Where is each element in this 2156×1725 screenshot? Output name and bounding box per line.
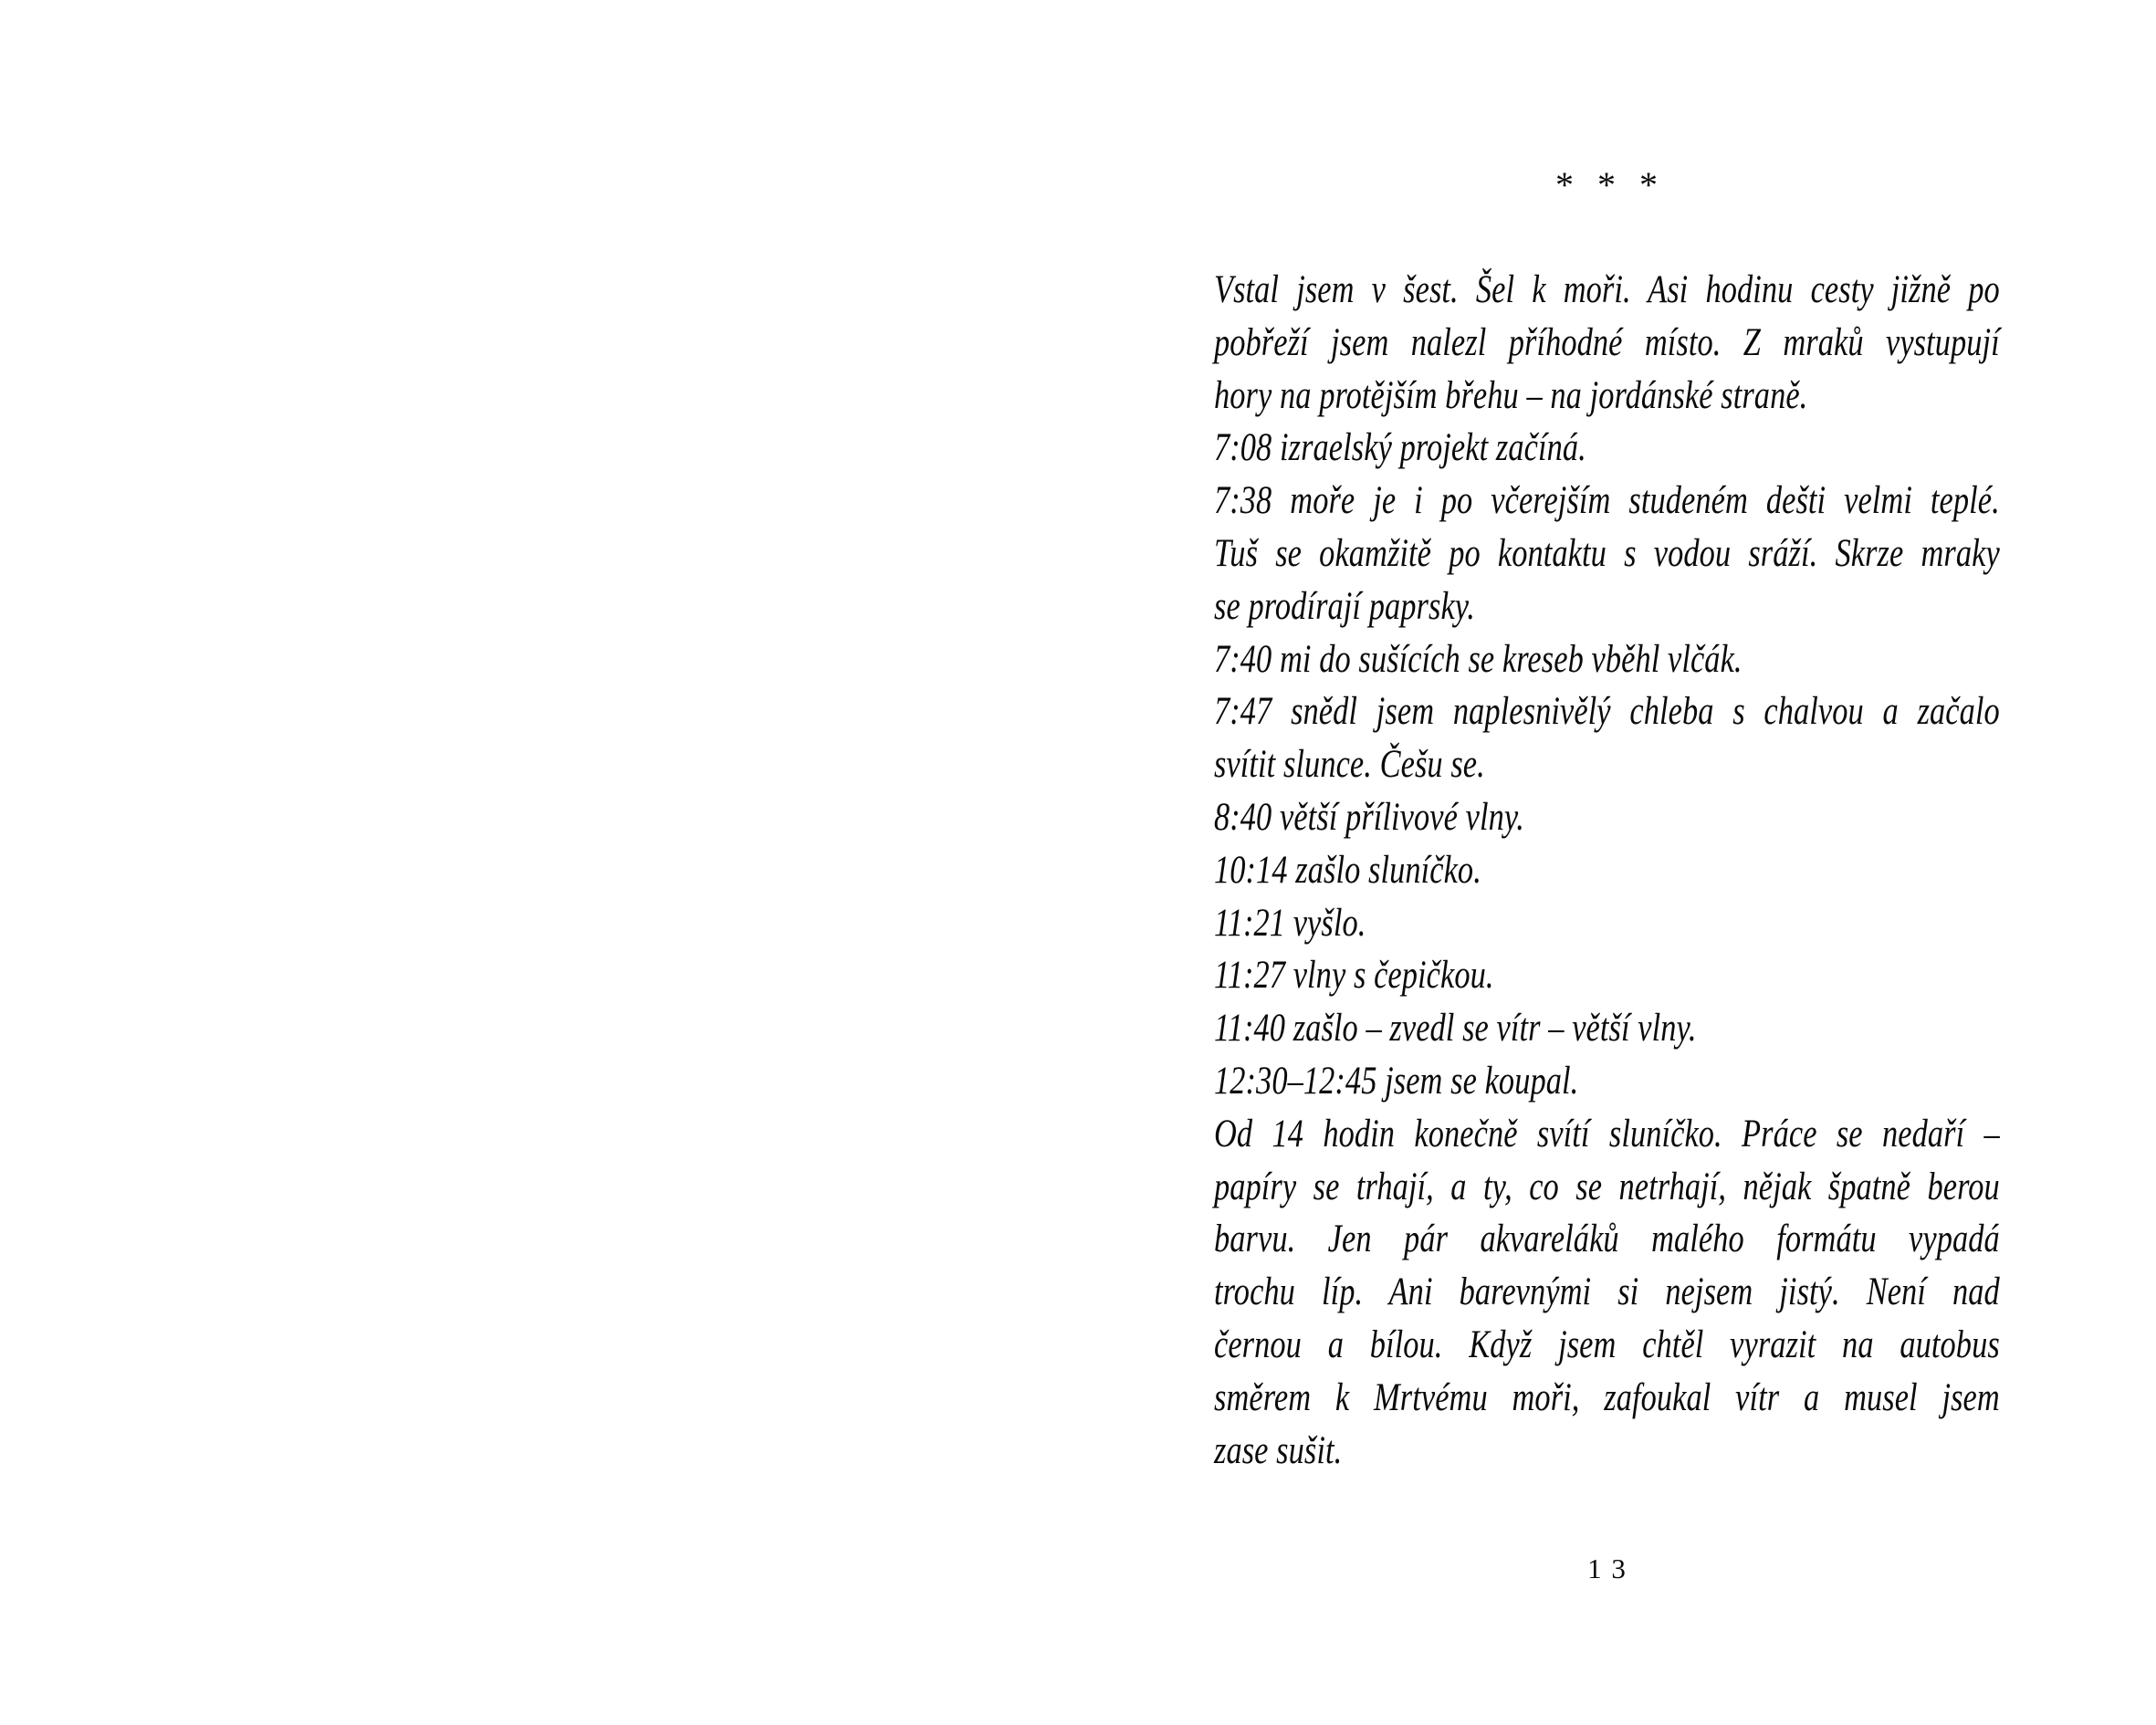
text-line: Od 14 hodin konečně svítí sluníčko. Práce se nedaří – [1214, 1112, 2000, 1155]
text-line: 12:30–12:45 jsem se koupal. [1214, 1059, 1579, 1103]
section-separator [1214, 164, 1999, 205]
diary-text-block [1214, 264, 2000, 1477]
asterisk-icon: * [1597, 164, 1616, 205]
text-line: 7:47 snědl jsem naplesnivělý chleba s chalvou a začalo [1214, 690, 2000, 734]
text-line: barvu. Jen pár akvareláků malého formátu vypadá [1214, 1218, 2000, 1261]
text-line: 7:40 mi do sušících se kreseb vběhl vlčák. [1214, 637, 1743, 681]
text-line: 7:38 moře je i po včerejším studeném dešti velmi teplé. [1214, 479, 2000, 523]
text-line: Tuš se okamžitě po kontaktu s vodou sráží. Skrze mraky [1214, 531, 2000, 575]
text-line: svítit slunce. Češu se. [1214, 743, 1485, 787]
text-line: 11:21 vyšlo. [1214, 901, 1366, 945]
text-line: se prodírají paprsky. [1214, 584, 1475, 628]
text-line: hory na protějším břehu – na jordánské straně. [1214, 373, 1808, 417]
text-line: černou a bílou. Když jsem chtěl vyrazit na autobus [1214, 1322, 2000, 1366]
text-line: 8:40 větší přílivové vlny. [1214, 795, 1524, 839]
right-page [1078, 0, 2156, 1725]
text-line: pobřeží jsem nalezl příhodné místo. Z mraků vystupují [1214, 320, 2000, 364]
text-line: 11:40 zašlo – zvedl se vítr – větší vlny. [1214, 1007, 1697, 1051]
text-line: papíry se trhají, a ty, co se netrhají, nějak špatně berou [1214, 1165, 2000, 1208]
asterisk-icon: * [1555, 164, 1574, 205]
text-line: 7:08 izraelský projekt začíná. [1214, 426, 1586, 470]
text-line: 11:27 vlny s čepičkou. [1214, 954, 1494, 998]
asterisk-icon: * [1639, 164, 1658, 205]
text-line: trochu líp. Ani barevnými si nejsem jistý. Není nad [1214, 1270, 2000, 1314]
text-line: 10:14 zašlo sluníčko. [1214, 848, 1481, 892]
text-line: Vstal jsem v šest. Šel k moři. Asi hodinu cesty jižně po [1214, 268, 2000, 311]
text-line: zase sušit. [1214, 1428, 1343, 1472]
text-line: směrem k Mrtvému moři, zafoukal vítr a musel jsem [1214, 1375, 2000, 1419]
page-number: 13 [1587, 1552, 1636, 1584]
